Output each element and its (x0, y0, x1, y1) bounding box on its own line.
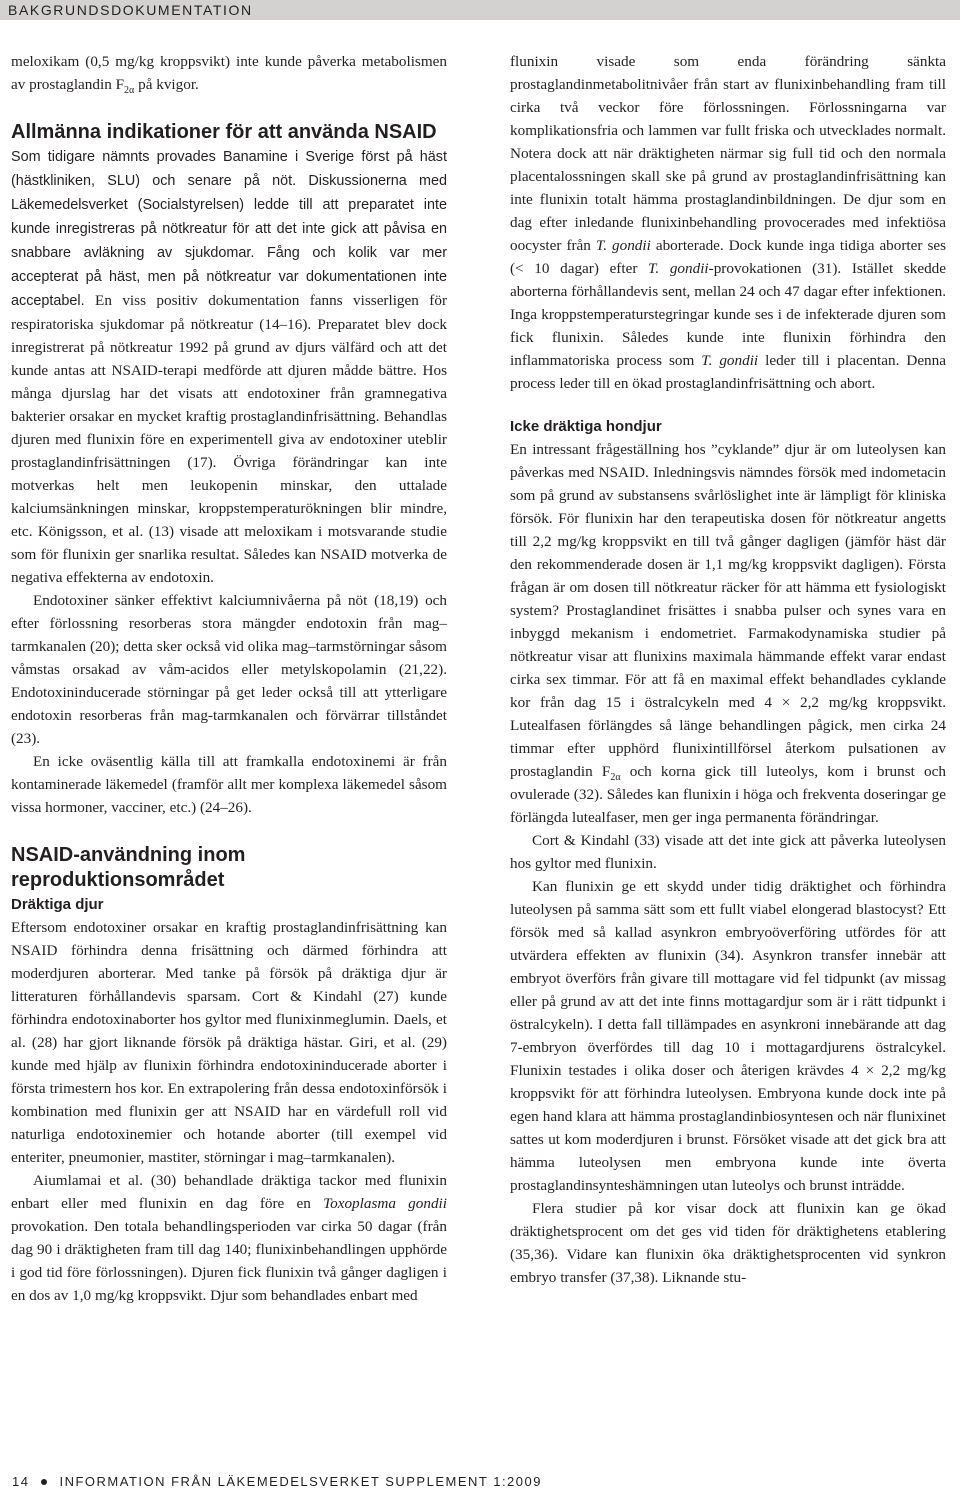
page-number: 14 (12, 1474, 30, 1489)
subscript: 2α (124, 85, 135, 97)
paragraph-cort-kindahl: Cort & Kindahl (33) visade att det inte gick att påverka luteolysen hos gyltor med flunixin. (510, 832, 946, 872)
text-run: aborterade. Dock kunde inga tidiga aborter ses (< 10 dagar) efter (510, 237, 947, 277)
species-name: T. gondii (595, 237, 651, 254)
subscript: 2α (610, 772, 621, 784)
bullet-dot-icon (41, 1479, 47, 1485)
paragraph-pregnancy-rate: Flera studier på kor visar dock att flunixin kan ge ökad dräktighetsprocent om det ges vid tiden för dräktighetens etablering (35,36). Vidare kan flunixin öka dräktighetsprocenten vid synkron embryo transfer (37,38). Liknande stu- (510, 1200, 946, 1286)
text-run: och korna gick till luteolys, kom i brunst och ovulerade (32). Således kan flunixin i höga och frekventa doseringar ge förlängda lutealfaser, men ger inga permanenta förändringar. (510, 763, 946, 826)
paragraph-aiumlamai (11, 1169, 447, 1307)
text-run: En viss positiv dokumentation fanns visserligen för respiratoriska sjukdomar på nötkreatur (14–16). Preparatet blev dock inregistrerat på nötkreatur 1992 på grund av djurs välfärd och att det kunde antas att NSAID-terapi medförde att djuren mådde bättre. Hos många djurslag har det visats att endotoxiner från gramnegativa bakterier orsakar en mycket kraftig prostaglandinfrisättning. Behandlas djuren med flunixin före en experimentell giva av endotoxiner uteblir prostaglandinfrisättningen (17). Övriga förändringar kan inte motverkas helt men leukopenin minskar, den uttalade kalciumsänkningen minskar, kroppstemperaturökningen blir mindre, etc. Königsson, et al. (13) visade att meloxikam i motsvarande studie som för flunixin ger snarlika resultat. Således kan NSAID motverka de negativa effekterna av endotoxin. (11, 292, 447, 586)
right-column (510, 50, 946, 1289)
text-run-sans: Som tidigare nämnts provades Banamine i Sverige först på häst (hästkliniken, SLU) och senare på nöt. Diskussionerna med Läkemedelsverket (Socialstyrelsen) ledde till att preparatet inte kunde inregistreras på nötkreatur för att det inte gick att påvisa en snabbare avläkning av sjukdomar. Fång och kolik var mer accepterat på häst, men på nötkreatur var dokumentationen inte acceptabel. (11, 149, 447, 309)
text-run: leder till i placentan. Denna process leder till en ökad prostaglandinfrisättning och abort. (510, 352, 946, 392)
paragraph-embryo-transfer: Kan flunixin ge ett skydd under tidig dräktighet och förhindra luteolysen på samma sätt som ett fullt viabel elongerad blastocyst? Ett försök med så kallad asynkron embryoöverföring utfördes för att utvärdera effekten av flunixin (34). Asynkron transfer innebär att embryot överförs från givare till mottagare vid fel tidpunkt (av missag eller på grund av att det inte finns mottagardjur som är i rätt tidpunkt i östralcykeln). I detta fall tillämpades en asynkroni innebärande att dag 7-embryon överfördes till dag 10 i mottagardjurens östralcykel. Flunixin testades i olika doser och återigen krävdes 4 × 2,2 mg/kg kroppsvikt för att förhindra luteolysen. Embryona kunde dock inte på egen hand klara att hämma prostaglandinbiosyntesen och när flunixinet sattes ut kom moderdjuren i brunst. Försöket visade att det gick bra att hämma luteolysen men embryona kunde inte överta prostaglandinsynteshämningen utan luteolys och brunst inträdde. (510, 878, 946, 1194)
species-name: T. gondii (701, 352, 759, 369)
text-run: meloxikam (0,5 mg/kg kroppsvikt) inte kunde påverka metabolismen av prostaglandin F (11, 53, 447, 93)
text-run: Aiumlamai et al. (30) behandlade dräktiga tackor med flunixin enbart eller med flunixin en dag före en (11, 1172, 447, 1212)
left-column (11, 50, 447, 1307)
text-run: En intressant frågeställning hos ”cyklande” djur är om luteolysen kan påverkas med NSAID. Inledningsvis nämndes försök med indometacin som på grund av substansens svårlöslighet inte är lämpligt för kliniska försök. För flunixin har den terapeutiska dosen för nötkreatur angetts till 2,2 mg/kg kroppsvikt en till två gånger dagligen (jämför häst där den rekommenderade dosen är 1,1 mg/kg kroppsvikt dagligen). Första frågan är om dosen till nötkreatur räcker för att hämma ett fysiologiskt system? Prostaglandinet frisättes i snabba pulser och synes vara en inbyggd mekanism i endometriet. Farmakodynamiska studier på nötkreatur visar att flunixins maximala hämmande effekt varar endast cirka sex timmar. För att få en maximal effekt behandlades cyklande kor från dag 15 i östralcykeln med 4 × 2,2 mg/kg kroppsvikt. Lutealfasen förlängdes så länge behandlingen pågick, men cirka 24 timmar efter upphörd flunixintillförsel återkom pulsationen av prostaglandin F (510, 441, 946, 780)
publication-name: INFORMATION FRÅN LÄKEMEDELSVERKET SUPPLEMENT 1:2009 (59, 1474, 542, 1489)
paragraph-meloxikam (11, 50, 447, 96)
species-name: T. gondii (648, 260, 709, 277)
page-footer (12, 1474, 542, 1489)
text-run: flunixin visade som enda förändring sänkta prostaglandinmetabolitnivåer från start av flunixinbehandling fram till cirka två veckor före förlossningen. Förlossningarna var komplikationsfria och lammen var fullt friska och utvecklades normalt. Notera dock att när dräktigheten närmar sig full tid och den normala placentalossningen skall ske på grund av prostaglandinfrisättning kan inte flunixin totalt hämma prostaglandinbildningen. De djur som en dag efter inledande flunixinbehandling provocerades med infektiösa oocyster från (510, 53, 946, 254)
paragraph-luteolysis (510, 438, 946, 829)
paragraph-contamination: En icke oväsentlig källa till att framkalla endotoxinemi är från kontaminerade läkemedel (framför allt mer komplexa läkemedel såsom vissa hormoner, vacciner, etc.) (24–26). (11, 753, 447, 816)
section-label: BAKGRUNDSDOKUMENTATION (8, 2, 253, 18)
paragraph-banamine (11, 145, 447, 589)
subheading-pregnant: Dräktiga djur (11, 896, 104, 913)
text-run: -provokationen (31). Istället skedde aborterna förhållandevis sent, mellan 24 och 47 dagar efter infektionen. Inga kroppstemperaturstegringar kunde ses i de infekterade djuren som fick flunixin. Således kunde inte flunixin förhindra den inflammatoriska process som (510, 260, 946, 369)
paragraph-endotoxins: Endotoxiner sänker effektivt kalciumnivåerna på nöt (18,19) och efter förlossning resorberas stora mängder endotoxin från mag–tarmkanalen (20); detta sker också vid olika mag–tarmstörningar såsom våmstas orsakad av våm-acidos eller metylskopolamin (21,22). Endotoxininducerade störningar på get leder också till att ytterligare endotoxin resorberas från mag-tarmkanalen och förvärrar tillståndet (23). (11, 592, 447, 747)
heading-reproduction: NSAID-användning inom reproduktionsområdet (11, 844, 246, 891)
heading-indications: Allmänna indikationer för att använda NSAID (11, 121, 437, 143)
paragraph-flunixin-results (510, 50, 946, 395)
text-run: provokation. Den totala behandlingsperioden var cirka 50 dagar (från dag 90 i dräktigheten fram till dag 140; flunixinbehandlingen upphörde i god tid före förlossningen). Djuren fick flunixin två gånger dagligen i en dos av 1,0 mg/kg kroppsvikt. Djur som behandlades enbart med (11, 1218, 447, 1304)
subheading-nonpregnant: Icke dräktiga hondjur (510, 418, 662, 435)
text-run: på kvigor. (134, 76, 199, 93)
header-band (0, 0, 960, 20)
species-name: Toxoplasma gondii (323, 1195, 447, 1212)
paragraph-pregnant-animals: Eftersom endotoxiner orsakar en kraftig prostaglandinfrisättning kan NSAID förhindra denna frisättning och därmed förhindra att moderdjuren aborterar. Med tanke på försök på dräktiga djur är litteraturen förhållandevis sparsam. Cort & Kindahl (27) kunde förhindra endotoxinaborter hos gyltor med flunixinmeglumin. Daels, et al. (28) har gjort liknande försök på dräktiga hästar. Giri, et al. (29) kunde med hjälp av flunixin förhindra endotoxininducerade aborter i första trimestern hos kor. En extrapolering från dessa endotoxinförsök i kombination med flunixin ger att NSAID har en värdefull roll vid naturliga endotoxinemier och hotande aborter (till exempel vid enteriter, pneumonier, mastiter, störningar i mag–tarmkanalen). (11, 919, 447, 1166)
